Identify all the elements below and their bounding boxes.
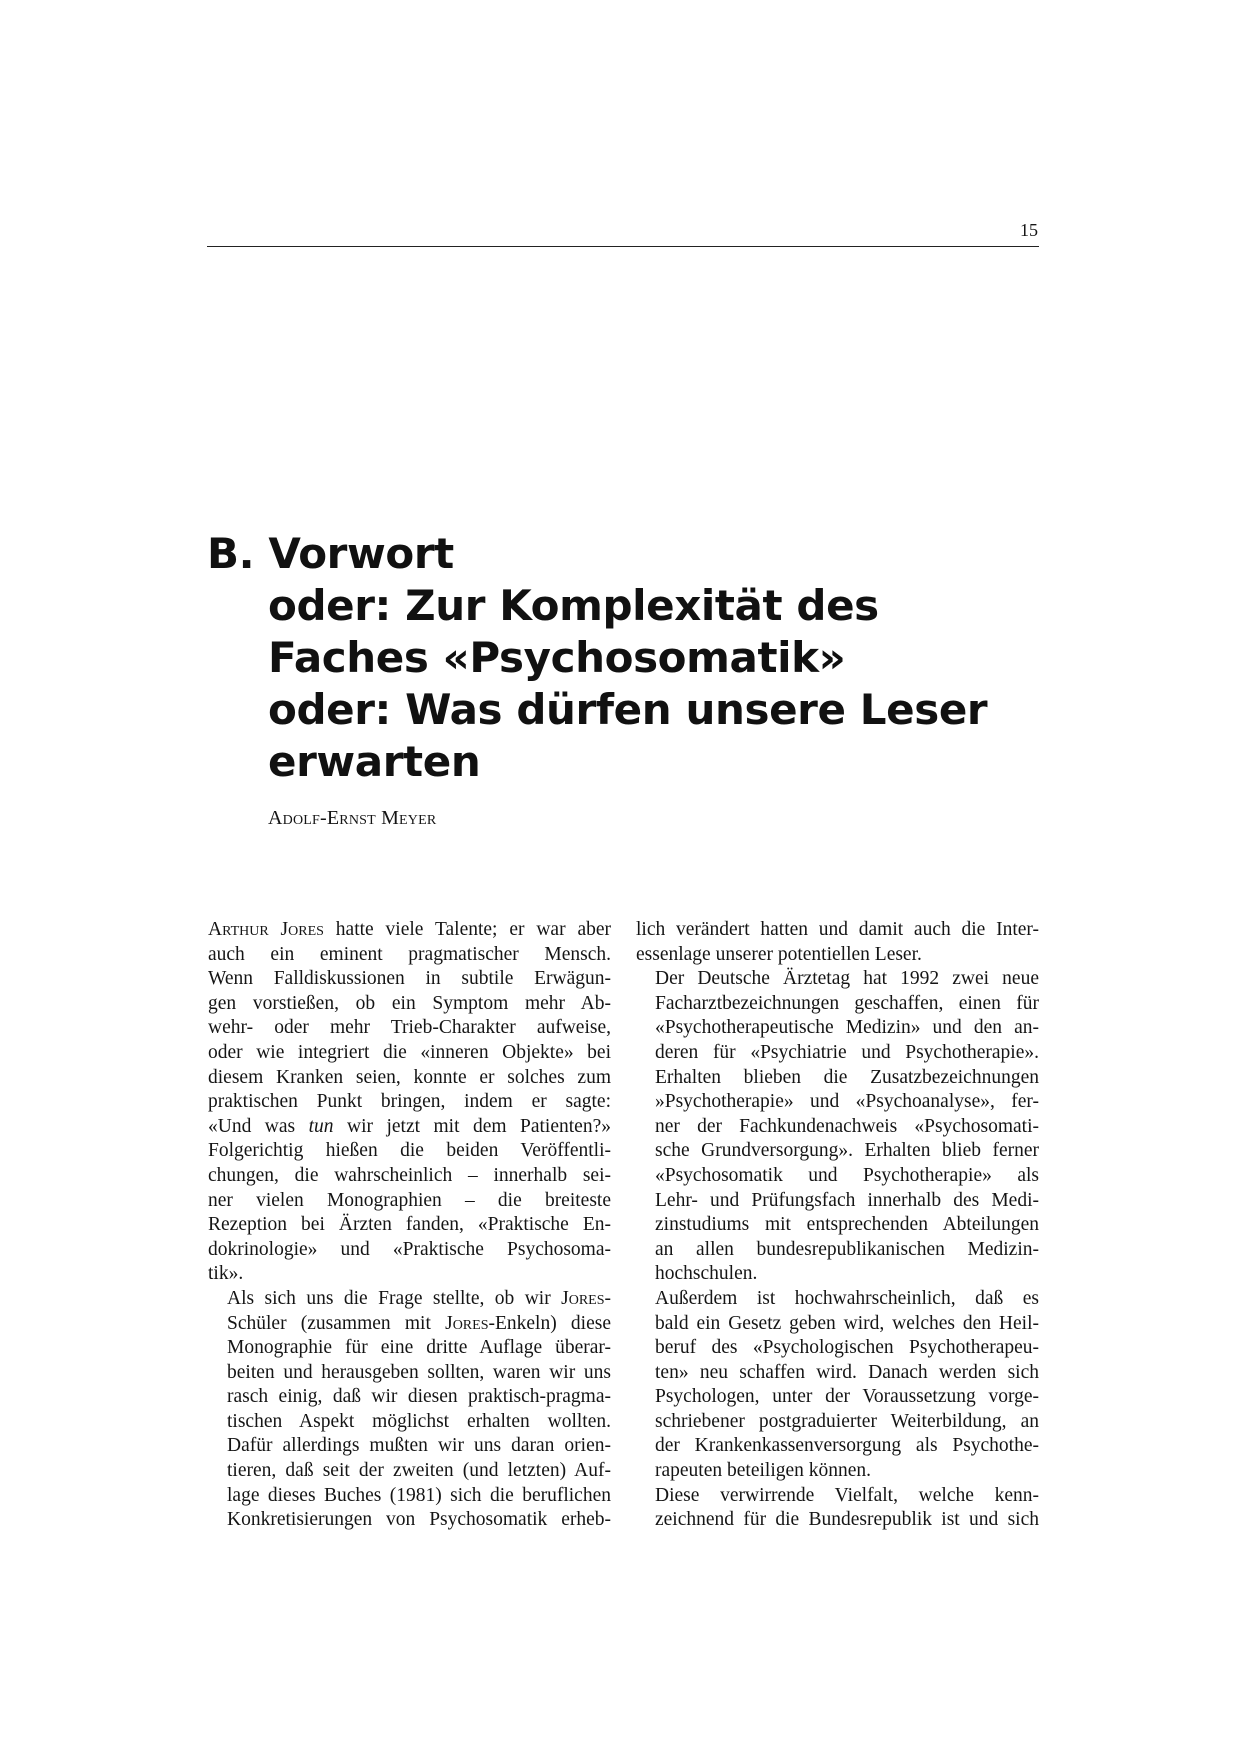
page-number: 15 <box>1020 220 1038 240</box>
title-line: oder: Was dürfen unsere Leser <box>268 685 988 734</box>
paragraph <box>208 1287 611 1533</box>
text-line: Psychologen, unter der Voraussetzung vorge- <box>655 1386 1039 1408</box>
text-line: Arthur Jores hatte viele Talente; er war aber <box>208 919 611 940</box>
paragraph <box>636 918 1039 967</box>
title-line: erwarten <box>268 737 481 786</box>
text-line: bald ein Gesetz geben wird, welches den Heil- <box>655 1312 1039 1334</box>
text-line: praktischen Punkt bringen, indem er sagte: <box>208 1091 611 1113</box>
text-line: Als sich uns die Frage stellte, ob wir Jores- <box>227 1287 611 1309</box>
text-line: zeichnend für die Bundesrepublik ist und sich <box>655 1509 1039 1531</box>
text-line: der Krankenkassenversorgung als Psychothe- <box>655 1435 1039 1457</box>
text-line: beiten und herausgeben sollten, waren wir uns <box>227 1361 611 1383</box>
paragraph <box>636 1484 1039 1533</box>
header-rule <box>207 246 1039 247</box>
text-line: «Und was tun wir jetzt mit dem Patienten?» <box>208 1115 611 1137</box>
text-line: «Psychotherapeutische Medizin» und den an- <box>655 1017 1039 1039</box>
text-line: Diese verwirrende Vielfalt, welche kenn- <box>655 1484 1039 1506</box>
person-name: Jores <box>561 1287 605 1309</box>
text-line: tik». <box>208 1263 244 1285</box>
text-line: auch ein eminent pragmatischer Mensch. <box>208 943 611 965</box>
author-name: Adolf-Ernst Meyer <box>268 807 437 829</box>
paragraph <box>636 1287 1039 1484</box>
title-line: Faches «Psychosomatik» <box>268 633 846 682</box>
text-line: »Psychotherapie» und «Psychoanalyse», fer- <box>655 1091 1039 1113</box>
text-line: Der Deutsche Ärztetag hat 1992 zwei neue <box>655 968 1039 990</box>
text-line: Facharztbezeichnungen geschaffen, einen für <box>655 992 1039 1014</box>
text-column-right <box>636 918 1039 1533</box>
text-line: Schüler (zusammen mit Jores-Enkeln) diese <box>227 1312 611 1334</box>
text-line: rasch einig, daß wir diesen praktisch-pragma- <box>227 1386 611 1408</box>
text-line: ner der Fachkundenachweis «Psychosomati- <box>655 1115 1039 1137</box>
text-line: diesem Kranken seien, konnte er solches zum <box>208 1066 611 1088</box>
text-line: Folgerichtig hießen die beiden Veröffentli- <box>208 1140 611 1162</box>
text-line: schriebener postgraduierter Weiterbildung, an <box>655 1410 1039 1432</box>
text-line: an allen bundesrepublikanischen Medizin- <box>655 1238 1039 1260</box>
text-line: lich verändert hatten und damit auch die Inter- <box>636 919 1039 940</box>
text-line: deren für «Psychiatrie und Psychotherapie». <box>655 1041 1039 1063</box>
chapter-title <box>207 528 1027 788</box>
person-name: Arthur Jores <box>208 919 324 940</box>
text-line: wehr- oder mehr Trieb-Charakter aufweise, <box>208 1017 611 1039</box>
text-line: sche Grundversorgung». Erhalten blieb ferner <box>655 1140 1039 1162</box>
text-line: ten» neu schaffen wird. Danach werden sich <box>655 1361 1039 1383</box>
paragraph <box>636 967 1039 1287</box>
text-line: Erhalten blieben die Zusatzbezeichnungen <box>655 1066 1039 1088</box>
text-line: dokrinologie» und «Praktische Psychosoma- <box>208 1238 611 1260</box>
text-line: rapeuten beteiligen können. <box>655 1460 872 1482</box>
text-column-left <box>208 918 611 1533</box>
text-line: ner vielen Monographien – die breiteste <box>208 1189 611 1211</box>
text-line: zinstudiums mit entsprechenden Abteilungen <box>655 1214 1039 1236</box>
text-line: Monographie für eine dritte Auflage überar- <box>227 1337 611 1359</box>
person-name: Jores <box>445 1312 489 1334</box>
text-line: essenlage unserer potentiellen Leser. <box>636 943 922 965</box>
text-line: oder wie integriert die «inneren Objekte» bei <box>208 1041 611 1063</box>
text-line: tieren, daß seit der zweiten (und letzten) Auf- <box>227 1460 611 1482</box>
text-line: tischen Aspekt möglichst erhalten wollten. <box>227 1410 611 1432</box>
text-line: lage dieses Buches (1981) sich die beruflichen <box>227 1484 611 1506</box>
text-line: Konkretisierungen von Psychosomatik erheb- <box>227 1509 611 1531</box>
text-line: Außerdem ist hochwahrscheinlich, daß es <box>655 1287 1039 1309</box>
title-line: oder: Zur Komplexität des <box>268 581 879 630</box>
emphasis: tun <box>308 1115 334 1137</box>
text-line: Wenn Falldiskussionen in subtile Erwägun- <box>208 968 611 990</box>
text-line: «Psychosomatik und Psychotherapie» als <box>655 1164 1039 1186</box>
text-line: chungen, die wahrscheinlich – innerhalb sei- <box>208 1164 611 1186</box>
text-line: Dafür allerdings mußten wir uns daran orien- <box>227 1435 611 1457</box>
paragraph <box>208 918 611 1287</box>
text-line: beruf des «Psychologischen Psychotherapeu- <box>655 1337 1039 1359</box>
text-line: hochschulen. <box>655 1263 758 1285</box>
text-line: gen vorstießen, ob ein Symptom mehr Ab- <box>208 992 611 1014</box>
text-line: Lehr- und Prüfungsfach innerhalb des Medi- <box>655 1189 1039 1211</box>
text-line: Rezeption bei Ärzten fanden, «Praktische En- <box>208 1214 611 1236</box>
title-line: B. Vorwort <box>207 529 454 578</box>
